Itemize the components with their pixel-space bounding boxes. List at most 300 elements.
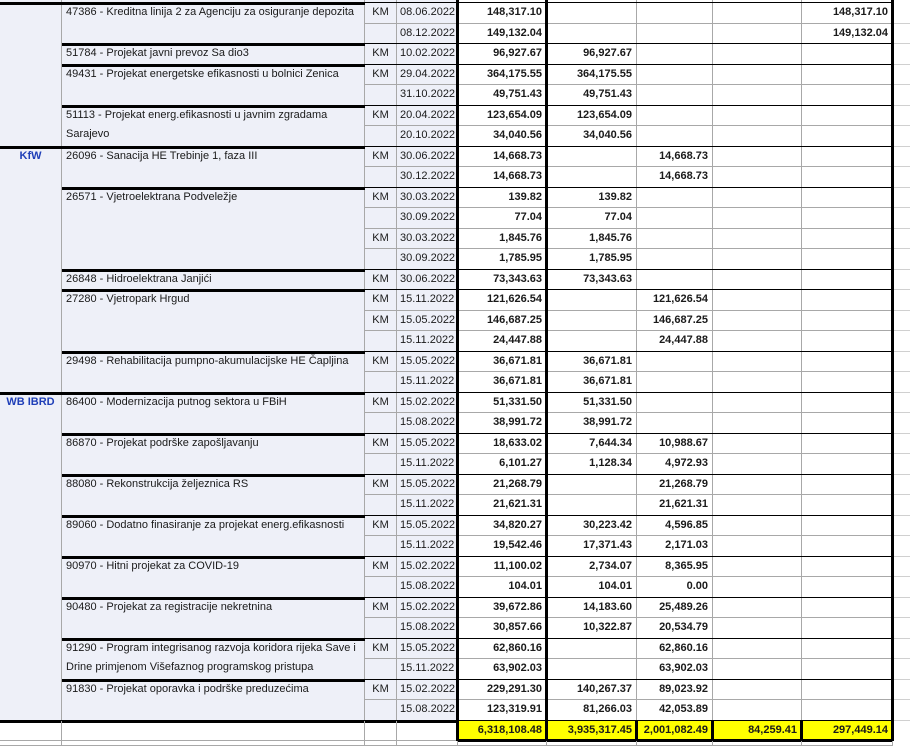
amount-split-cell[interactable]: 21,621.31 — [637, 495, 713, 516]
gridline — [893, 23, 910, 24]
amount-cell[interactable]: 148,317.10 — [458, 3, 547, 24]
amount-split-cell[interactable] — [802, 208, 893, 229]
project-name-cell[interactable]: 90970 - Hitni projekat za COVID-19 — [62, 557, 365, 598]
thick-column-border — [456, 0, 459, 741]
date-cell[interactable]: 30.03.2022 — [397, 229, 458, 249]
date-cell[interactable]: 30.09.2022 — [397, 249, 458, 270]
currency-cell[interactable]: KM — [365, 434, 397, 454]
amount-split-cell[interactable]: 20,534.79 — [637, 618, 713, 639]
amount-cell[interactable]: 21,621.31 — [458, 495, 547, 516]
project-name-cell[interactable]: 89060 - Dodatno finasiranje za projekat energ.efikasnosti — [62, 516, 365, 557]
amount-split-cell[interactable]: 10,322.87 — [547, 618, 637, 639]
currency-cell[interactable] — [365, 331, 397, 352]
amount-split-cell[interactable]: 121,626.54 — [637, 290, 713, 311]
amount-split-cell[interactable]: 4,596.85 — [637, 516, 713, 536]
date-cell[interactable]: 15.11.2022 — [397, 372, 458, 393]
currency-cell[interactable]: KM — [365, 598, 397, 618]
amount-cell[interactable]: 149,132.04 — [458, 24, 547, 44]
amount-split-cell[interactable]: 30,223.42 — [547, 516, 637, 536]
amount-cell[interactable]: 1,845.76 — [458, 229, 547, 249]
amount-split-cell[interactable] — [802, 495, 893, 516]
amount-split-cell[interactable] — [713, 147, 802, 167]
currency-cell[interactable] — [365, 167, 397, 188]
cell[interactable] — [802, 741, 893, 746]
amount-split-cell[interactable] — [713, 659, 802, 680]
project-name-cell[interactable]: 27280 - Vjetropark Hrgud — [62, 290, 365, 352]
amount-cell[interactable]: 123,654.09 — [458, 106, 547, 126]
amount-cell[interactable]: 34,040.56 — [458, 126, 547, 147]
date-cell[interactable]: 15.08.2022 — [397, 618, 458, 639]
project-name-cell[interactable]: 91290 - Program integrisanog razvoja koridora rijeka Save i Drine primjenom Višefaznog programskog pristupa — [62, 639, 365, 680]
amount-split-cell[interactable]: 36,671.81 — [547, 352, 637, 372]
date-cell[interactable]: 15.05.2022 — [397, 639, 458, 659]
amount-split-cell[interactable] — [637, 393, 713, 413]
lender-cell[interactable]: KfW — [0, 147, 62, 393]
amount-split-cell[interactable] — [637, 126, 713, 147]
date-cell[interactable]: 15.08.2022 — [397, 577, 458, 598]
currency-cell[interactable]: KM — [365, 393, 397, 413]
currency-cell[interactable]: KM — [365, 3, 397, 24]
amount-split-cell[interactable] — [713, 516, 802, 536]
gridline — [893, 494, 910, 495]
amount-split-cell[interactable]: 51,331.50 — [547, 393, 637, 413]
total-cell[interactable]: 297,449.14 — [802, 721, 893, 741]
amount-split-cell[interactable] — [713, 475, 802, 495]
amount-cell[interactable]: 6,101.27 — [458, 454, 547, 475]
currency-cell[interactable]: KM — [365, 188, 397, 208]
cell[interactable] — [62, 721, 365, 741]
currency-cell[interactable]: KM — [365, 516, 397, 536]
amount-cell[interactable]: 19,542.46 — [458, 536, 547, 557]
amount-split-cell[interactable] — [713, 270, 802, 290]
currency-cell[interactable] — [365, 85, 397, 106]
currency-cell[interactable]: KM — [365, 352, 397, 372]
currency-cell[interactable] — [365, 454, 397, 475]
amount-split-cell[interactable] — [637, 188, 713, 208]
currency-cell[interactable] — [365, 208, 397, 229]
amount-split-cell[interactable] — [802, 249, 893, 270]
amount-cell[interactable]: 123,319.91 — [458, 700, 547, 721]
amount-cell[interactable]: 51,331.50 — [458, 393, 547, 413]
amount-split-cell[interactable]: 17,371.43 — [547, 536, 637, 557]
lender-cell[interactable]: WB IBRD — [0, 393, 62, 721]
amount-split-cell[interactable]: 38,991.72 — [547, 413, 637, 434]
project-name-cell[interactable]: 86400 - Modernizacija putnog sektora u FBiH — [62, 393, 365, 434]
gridline — [893, 412, 910, 413]
currency-cell[interactable] — [365, 495, 397, 516]
amount-cell[interactable]: 104.01 — [458, 577, 547, 598]
date-cell[interactable]: 15.02.2022 — [397, 393, 458, 413]
currency-cell[interactable]: KM — [365, 270, 397, 290]
amount-split-cell[interactable]: 21,268.79 — [637, 475, 713, 495]
gridline — [893, 433, 910, 434]
project-name-cell[interactable]: 47386 - Kreditna linija 2 za Agenciju za osiguranje depozita — [62, 3, 365, 44]
amount-cell[interactable]: 364,175.55 — [458, 65, 547, 85]
amount-split-cell[interactable] — [802, 65, 893, 85]
amount-split-cell[interactable] — [713, 577, 802, 598]
currency-cell[interactable]: KM — [365, 65, 397, 85]
amount-split-cell[interactable] — [713, 311, 802, 331]
date-cell[interactable]: 30.03.2022 — [397, 188, 458, 208]
amount-cell[interactable]: 18,633.02 — [458, 434, 547, 454]
amount-cell[interactable]: 39,672.86 — [458, 598, 547, 618]
date-cell[interactable]: 15.11.2022 — [397, 331, 458, 352]
amount-split-cell[interactable] — [802, 639, 893, 659]
amount-split-cell[interactable] — [547, 639, 637, 659]
amount-split-cell[interactable] — [713, 126, 802, 147]
amount-cell[interactable]: 30,857.66 — [458, 618, 547, 639]
gridline — [893, 84, 910, 85]
gridline — [893, 269, 910, 270]
amount-cell[interactable]: 1,785.95 — [458, 249, 547, 270]
date-cell[interactable]: 29.04.2022 — [397, 65, 458, 85]
currency-cell[interactable] — [365, 413, 397, 434]
amount-split-cell[interactable] — [802, 516, 893, 536]
amount-split-cell[interactable] — [802, 270, 893, 290]
amount-split-cell[interactable]: 140,267.37 — [547, 680, 637, 700]
project-name-cell[interactable]: 26571 - Vjetroelektrana Podveležje — [62, 188, 365, 270]
amount-split-cell[interactable] — [713, 24, 802, 44]
amount-split-cell[interactable]: 77.04 — [547, 208, 637, 229]
amount-split-cell[interactable]: 146,687.25 — [637, 311, 713, 331]
amount-split-cell[interactable]: 89,023.92 — [637, 680, 713, 700]
amount-split-cell[interactable] — [637, 270, 713, 290]
amount-split-cell[interactable] — [547, 659, 637, 680]
currency-cell[interactable]: KM — [365, 639, 397, 659]
amount-split-cell[interactable] — [713, 434, 802, 454]
amount-split-cell[interactable] — [802, 475, 893, 495]
amount-cell[interactable]: 11,100.02 — [458, 557, 547, 577]
amount-split-cell[interactable] — [713, 352, 802, 372]
amount-split-cell[interactable] — [637, 229, 713, 249]
amount-split-cell[interactable]: 34,040.56 — [547, 126, 637, 147]
currency-cell[interactable] — [365, 249, 397, 270]
date-cell[interactable]: 15.08.2022 — [397, 413, 458, 434]
date-cell[interactable]: 15.11.2022 — [397, 290, 458, 311]
amount-cell[interactable]: 14,668.73 — [458, 147, 547, 167]
amount-cell[interactable]: 139.82 — [458, 188, 547, 208]
gridline — [893, 474, 910, 475]
amount-split-cell[interactable] — [802, 680, 893, 700]
cell[interactable] — [365, 741, 397, 746]
amount-split-cell[interactable] — [802, 413, 893, 434]
date-cell[interactable]: 30.06.2022 — [397, 270, 458, 290]
currency-cell[interactable] — [365, 372, 397, 393]
amount-split-cell[interactable] — [637, 413, 713, 434]
gridline — [893, 187, 910, 188]
date-cell[interactable]: 20.10.2022 — [397, 126, 458, 147]
date-cell[interactable]: 15.05.2022 — [397, 311, 458, 331]
amount-split-cell[interactable] — [547, 495, 637, 516]
cell[interactable] — [547, 741, 637, 746]
currency-cell[interactable] — [365, 618, 397, 639]
amount-split-cell[interactable]: 96,927.67 — [547, 44, 637, 65]
amount-split-cell[interactable]: 1,845.76 — [547, 229, 637, 249]
amount-split-cell[interactable]: 62,860.16 — [637, 639, 713, 659]
cell[interactable] — [0, 721, 62, 741]
amount-split-cell[interactable] — [713, 44, 802, 65]
currency-cell[interactable] — [365, 700, 397, 721]
currency-cell[interactable] — [365, 24, 397, 44]
cell[interactable] — [62, 741, 365, 746]
amount-split-cell[interactable] — [713, 229, 802, 249]
amount-split-cell[interactable] — [713, 413, 802, 434]
project-name-cell[interactable]: 26848 - Hidroelektrana Janjići — [62, 270, 365, 290]
amount-split-cell[interactable]: 2,171.03 — [637, 536, 713, 557]
amount-split-cell[interactable] — [802, 557, 893, 577]
amount-split-cell[interactable]: 10,988.67 — [637, 434, 713, 454]
amount-split-cell[interactable]: 81,266.03 — [547, 700, 637, 721]
amount-cell[interactable]: 63,902.03 — [458, 659, 547, 680]
date-cell[interactable]: 15.05.2022 — [397, 516, 458, 536]
amount-split-cell[interactable] — [802, 85, 893, 106]
date-cell[interactable]: 10.02.2022 — [397, 44, 458, 65]
amount-split-cell[interactable] — [713, 393, 802, 413]
currency-cell[interactable]: KM — [365, 44, 397, 65]
date-cell[interactable]: 15.02.2022 — [397, 598, 458, 618]
amount-split-cell[interactable] — [713, 290, 802, 311]
date-cell[interactable]: 15.05.2022 — [397, 475, 458, 495]
project-name-cell[interactable]: 29498 - Rehabilitacija pumpno-akumulacijske HE Čapljina — [62, 352, 365, 393]
amount-split-cell[interactable]: 49,751.43 — [547, 85, 637, 106]
date-cell[interactable]: 15.02.2022 — [397, 680, 458, 700]
amount-split-cell[interactable] — [547, 24, 637, 44]
amount-split-cell[interactable]: 14,183.60 — [547, 598, 637, 618]
amount-split-cell[interactable]: 24,447.88 — [637, 331, 713, 352]
amount-split-cell[interactable] — [802, 106, 893, 126]
amount-split-cell[interactable] — [713, 495, 802, 516]
amount-cell[interactable]: 24,447.88 — [458, 331, 547, 352]
date-cell[interactable]: 15.11.2022 — [397, 454, 458, 475]
amount-split-cell[interactable] — [802, 434, 893, 454]
total-cell[interactable]: 2,001,082.49 — [637, 721, 713, 741]
amount-split-cell[interactable] — [802, 311, 893, 331]
gridline — [893, 576, 910, 577]
cell[interactable] — [713, 741, 802, 746]
currency-cell[interactable]: KM — [365, 229, 397, 249]
amount-split-cell[interactable]: 104.01 — [547, 577, 637, 598]
gridline — [893, 310, 910, 311]
total-cell[interactable]: 3,935,317.45 — [547, 721, 637, 741]
amount-split-cell[interactable] — [713, 454, 802, 475]
amount-split-cell[interactable] — [713, 372, 802, 393]
amount-cell[interactable]: 34,820.27 — [458, 516, 547, 536]
amount-split-cell[interactable]: 4,972.93 — [637, 454, 713, 475]
amount-split-cell[interactable]: 63,902.03 — [637, 659, 713, 680]
amount-split-cell[interactable] — [713, 249, 802, 270]
amount-cell[interactable]: 38,991.72 — [458, 413, 547, 434]
amount-split-cell[interactable] — [713, 639, 802, 659]
project-name-cell[interactable]: 88080 - Rekonstrukcija željeznica RS — [62, 475, 365, 516]
currency-cell[interactable]: KM — [365, 147, 397, 167]
currency-cell[interactable]: KM — [365, 475, 397, 495]
amount-split-cell[interactable] — [637, 372, 713, 393]
amount-cell[interactable]: 146,687.25 — [458, 311, 547, 331]
date-cell[interactable]: 30.09.2022 — [397, 208, 458, 229]
amount-split-cell[interactable]: 14,668.73 — [637, 167, 713, 188]
currency-cell[interactable]: KM — [365, 680, 397, 700]
amount-split-cell[interactable] — [713, 557, 802, 577]
total-cell[interactable]: 84,259.41 — [713, 721, 802, 741]
currency-cell[interactable] — [365, 536, 397, 557]
amount-split-cell[interactable] — [802, 229, 893, 249]
amount-split-cell[interactable] — [802, 659, 893, 680]
amount-split-cell[interactable]: 148,317.10 — [802, 3, 893, 24]
amount-split-cell[interactable] — [713, 3, 802, 24]
amount-split-cell[interactable] — [802, 454, 893, 475]
amount-split-cell[interactable] — [547, 167, 637, 188]
amount-split-cell[interactable] — [802, 167, 893, 188]
amount-split-cell[interactable] — [547, 331, 637, 352]
amount-split-cell[interactable]: 8,365.95 — [637, 557, 713, 577]
amount-split-cell[interactable] — [713, 85, 802, 106]
total-column-border — [635, 720, 638, 741]
amount-split-cell[interactable] — [713, 331, 802, 352]
currency-cell[interactable]: KM — [365, 311, 397, 331]
amount-split-cell[interactable] — [547, 311, 637, 331]
date-cell[interactable]: 15.11.2022 — [397, 536, 458, 557]
amount-cell[interactable]: 229,291.30 — [458, 680, 547, 700]
project-name-cell[interactable]: 90480 - Projekat za registracije nekretnina — [62, 598, 365, 639]
amount-split-cell[interactable] — [713, 598, 802, 618]
amount-split-cell[interactable] — [713, 65, 802, 85]
amount-split-cell[interactable] — [802, 44, 893, 65]
amount-split-cell[interactable]: 123,654.09 — [547, 106, 637, 126]
amount-split-cell[interactable] — [637, 24, 713, 44]
amount-split-cell[interactable] — [547, 475, 637, 495]
date-cell[interactable]: 15.02.2022 — [397, 557, 458, 577]
amount-split-cell[interactable] — [802, 536, 893, 557]
amount-split-cell[interactable]: 14,668.73 — [637, 147, 713, 167]
amount-split-cell[interactable] — [547, 290, 637, 311]
amount-split-cell[interactable] — [802, 618, 893, 639]
date-cell[interactable]: 15.11.2022 — [397, 495, 458, 516]
date-cell[interactable]: 15.08.2022 — [397, 700, 458, 721]
amount-split-cell[interactable] — [637, 208, 713, 229]
lender-cell[interactable] — [0, 3, 62, 147]
amount-split-cell[interactable] — [637, 65, 713, 85]
amount-split-cell[interactable]: 42,053.89 — [637, 700, 713, 721]
currency-cell[interactable] — [365, 126, 397, 147]
currency-cell[interactable]: KM — [365, 106, 397, 126]
gridline — [893, 351, 910, 352]
cell[interactable] — [365, 721, 397, 741]
amount-split-cell[interactable] — [713, 680, 802, 700]
date-cell[interactable]: 15.11.2022 — [397, 659, 458, 680]
date-cell[interactable]: 08.12.2022 — [397, 24, 458, 44]
amount-split-cell[interactable] — [802, 598, 893, 618]
date-cell[interactable]: 30.06.2022 — [397, 147, 458, 167]
project-name-cell[interactable]: 51784 - Projekat javni prevoz Sa dio3 — [62, 44, 365, 65]
amount-split-cell[interactable] — [802, 331, 893, 352]
amount-split-cell[interactable]: 0.00 — [637, 577, 713, 598]
amount-split-cell[interactable] — [713, 188, 802, 208]
gridline — [893, 166, 910, 167]
amount-split-cell[interactable] — [713, 618, 802, 639]
amount-split-cell[interactable] — [637, 44, 713, 65]
amount-cell[interactable]: 21,268.79 — [458, 475, 547, 495]
amount-split-cell[interactable]: 139.82 — [547, 188, 637, 208]
cell[interactable] — [397, 741, 458, 746]
amount-split-cell[interactable]: 73,343.63 — [547, 270, 637, 290]
amount-split-cell[interactable] — [802, 352, 893, 372]
amount-split-cell[interactable] — [713, 208, 802, 229]
date-cell[interactable]: 08.06.2022 — [397, 3, 458, 24]
currency-cell[interactable] — [365, 659, 397, 680]
amount-split-cell[interactable] — [802, 126, 893, 147]
amount-cell[interactable]: 14,668.73 — [458, 167, 547, 188]
date-cell[interactable]: 15.05.2022 — [397, 434, 458, 454]
thick-column-border — [891, 0, 894, 741]
project-name-cell[interactable]: 49431 - Projekat energetske efikasnosti u bolnici Zenica — [62, 65, 365, 106]
amount-split-cell[interactable] — [637, 352, 713, 372]
gridline — [893, 679, 910, 680]
amount-split-cell[interactable] — [547, 147, 637, 167]
amount-split-cell[interactable]: 149,132.04 — [802, 24, 893, 44]
amount-split-cell[interactable] — [802, 290, 893, 311]
date-cell[interactable]: 31.10.2022 — [397, 85, 458, 106]
amount-split-cell[interactable] — [802, 393, 893, 413]
amount-split-cell[interactable] — [713, 536, 802, 557]
amount-split-cell[interactable]: 1,128.34 — [547, 454, 637, 475]
amount-cell[interactable]: 62,860.16 — [458, 639, 547, 659]
cell[interactable] — [458, 741, 547, 746]
amount-split-cell[interactable] — [802, 700, 893, 721]
amount-split-cell[interactable] — [713, 106, 802, 126]
gridline — [893, 638, 910, 639]
amount-split-cell[interactable] — [713, 167, 802, 188]
project-name-cell[interactable]: 26096 - Sanacija HE Trebinje 1, faza III — [62, 147, 365, 188]
amount-split-cell[interactable] — [637, 3, 713, 24]
amount-cell[interactable]: 77.04 — [458, 208, 547, 229]
amount-cell[interactable]: 96,927.67 — [458, 44, 547, 65]
amount-cell[interactable]: 73,343.63 — [458, 270, 547, 290]
amount-cell[interactable]: 36,671.81 — [458, 372, 547, 393]
currency-cell[interactable]: KM — [365, 290, 397, 311]
amount-cell[interactable]: 121,626.54 — [458, 290, 547, 311]
project-name-cell[interactable]: 86870 - Projekat podrške zapošljavanju — [62, 434, 365, 475]
currency-cell[interactable]: KM — [365, 557, 397, 577]
amount-split-cell[interactable]: 1,785.95 — [547, 249, 637, 270]
date-cell[interactable]: 20.04.2022 — [397, 106, 458, 126]
amount-split-cell[interactable]: 364,175.55 — [547, 65, 637, 85]
cell[interactable] — [637, 741, 713, 746]
amount-split-cell[interactable] — [713, 700, 802, 721]
amount-split-cell[interactable] — [637, 85, 713, 106]
amount-split-cell[interactable]: 2,734.07 — [547, 557, 637, 577]
amount-cell[interactable]: 36,671.81 — [458, 352, 547, 372]
amount-split-cell[interactable] — [802, 147, 893, 167]
total-cell[interactable]: 6,318,108.48 — [458, 721, 547, 741]
project-name-cell[interactable]: 51113 - Projekat energ.efikasnosti u javnim zgradama Sarajevo — [62, 106, 365, 147]
date-cell[interactable]: 30.12.2022 — [397, 167, 458, 188]
amount-split-cell[interactable] — [547, 3, 637, 24]
cell[interactable] — [397, 721, 458, 741]
amount-cell[interactable]: 49,751.43 — [458, 85, 547, 106]
amount-split-cell[interactable] — [637, 249, 713, 270]
amount-split-cell[interactable] — [802, 577, 893, 598]
amount-split-cell[interactable] — [637, 106, 713, 126]
cell[interactable] — [0, 741, 62, 746]
amount-split-cell[interactable] — [802, 372, 893, 393]
project-name-cell[interactable]: 91830 - Projekat oporavka i podrške preduzećima — [62, 680, 365, 721]
amount-split-cell[interactable]: 7,644.34 — [547, 434, 637, 454]
amount-split-cell[interactable]: 25,489.26 — [637, 598, 713, 618]
amount-split-cell[interactable]: 36,671.81 — [547, 372, 637, 393]
date-cell[interactable]: 15.05.2022 — [397, 352, 458, 372]
amount-split-cell[interactable] — [802, 188, 893, 208]
currency-cell[interactable] — [365, 577, 397, 598]
